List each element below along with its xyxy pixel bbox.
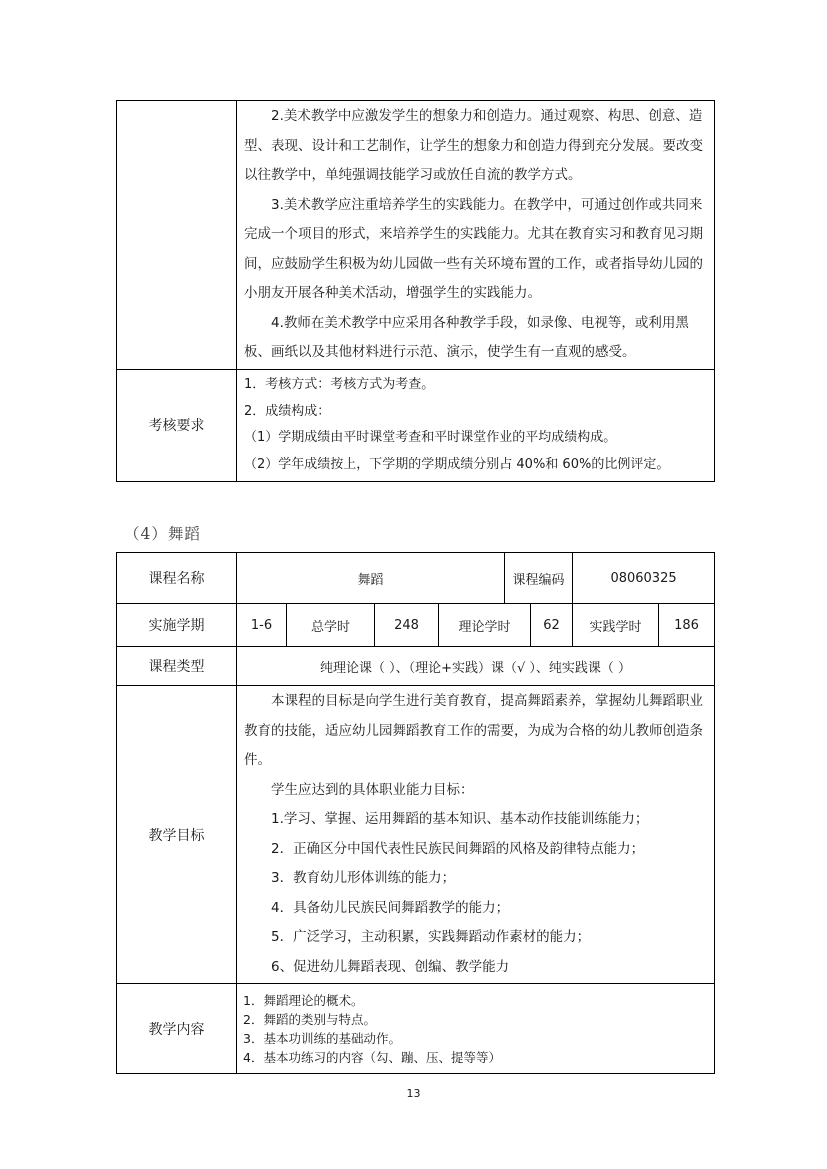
suggestion-2: 2.美术教学中应激发学生的想象力和创造力。通过观察、构思、创意、造型、表现、设计和工艺制作，让学生的想象力和创造力得到充分发展。要改变以往教学中，单纯强调技能学习或放任自流的教学方式。 [244,108,703,183]
semester-label: 实施学期 [117,604,237,647]
art-course-table-continued [116,100,715,482]
content-label: 教学内容 [117,984,237,1074]
theory-hours-value: 62 [531,604,573,647]
objectives-cell [237,686,715,984]
course-code: 08060325 [573,553,715,604]
course-type-value: 纯理论课（ ）、（理论+实践）课（√ ）、纯实践课（ ） [237,647,715,686]
empty-label-cell [117,101,237,370]
assessment-cell [237,369,715,481]
total-hours-value: 248 [375,604,439,647]
course-type-label: 课程类型 [117,647,237,686]
assessment-item: （2）学年成绩按上，下学期的学期成绩分别占 40%和 60%的比例评定。 [244,456,670,472]
assessment-item: 2．成绩构成： [244,403,331,419]
assessment-label: 考核要求 [117,369,237,481]
objectives-subtitle: 学生应达到的具体职业能力目标： [271,781,474,798]
content-item: 3．基本功训练的基础动作。 [243,1030,401,1046]
content-cell [237,984,715,1074]
content-item: 4．基本功练习的内容（勾、蹦、压、提等等） [243,1049,501,1065]
objective-item: 3．教育幼儿形体训练的能力； [271,870,456,886]
objective-item: 2．正确区分中国代表性民族民间舞蹈的风格及韵律特点能力； [271,840,645,857]
suggestion-3: 3.美术教学应注重培养学生的实践能力。在教学中，可通过创作或共同来完成一个项目的形式，来培养学生的实践能力。尤其在教育实习和教育见习期间，应鼓励学生积极为幼儿园做一些有关环境布置的工作，或者指导幼儿园的小朋友开展各种美术活动，增强学生的实践能力。 [244,196,703,301]
assessment-item: 1．考核方式：考核方式为考查。 [244,377,435,392]
content-item: 2．舞蹈的类别与特点。 [243,1011,376,1027]
page-number: 13 [406,1087,421,1100]
dance-course-table [116,552,715,1074]
assessment-item: （1）学期成绩由平时课堂考查和平时课堂作业的平均成绩构成。 [244,430,617,445]
course-code-label: 课程编码 [505,553,573,604]
content-item: 1．舞蹈理论的概术。 [243,992,364,1008]
semester-value: 1-6 [237,604,287,647]
objective-item: 6、促进幼儿舞蹈表现、创编、教学能力 [271,958,510,975]
objectives-intro: 本课程的目标是向学生进行美育教育，提高舞蹈素养，掌握幼儿舞蹈职业教育的技能，适应幼儿园舞蹈教育工作的需要，为成为合格的幼儿教师创造条件。 [244,693,703,768]
course-name: 舞蹈 [237,553,505,604]
objective-item: 1.学习、掌握、运用舞蹈的基本知识、基本动作技能训练能力； [271,811,649,827]
suggestion-4: 4.教师在美术教学中应采用各种教学手段，如录像、电视等，或利用黑板、画纸以及其他材料进行示范、演示，使学生有一直观的感受。 [244,314,689,360]
objective-item: 5．广泛学习，主动积累，实践舞蹈动作素材的能力； [271,929,591,945]
practice-hours-value: 186 [659,604,715,647]
objectives-label: 教学目标 [117,686,237,984]
course-name-label: 课程名称 [117,553,237,604]
objective-item: 4．具备幼儿民族民间舞蹈教学的能力； [271,899,510,916]
teaching-suggestions-cell [237,101,715,370]
total-hours-label: 总学时 [287,604,375,647]
practice-hours-label: 实践学时 [573,604,659,647]
theory-hours-label: 理论学时 [439,604,531,647]
section-heading: （4）舞蹈 [124,525,201,543]
